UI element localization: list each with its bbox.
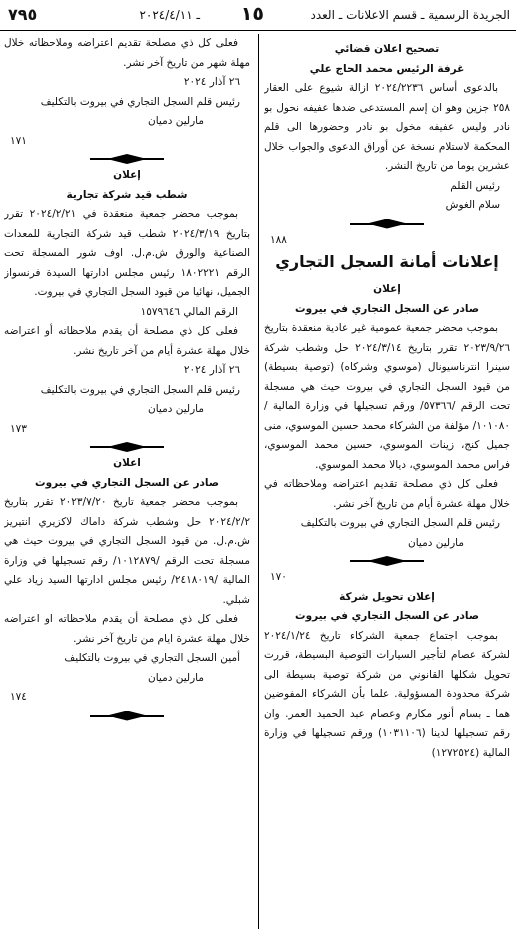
signature-role: رئيس قلم السجل التجاري في بيروت بالتكليف: [300, 517, 500, 529]
notice-label: إعلان: [373, 283, 401, 295]
notice-body: بموجب اجتماع جمعية الشركاء تاريخ ٢٠٢٤/١/٢٤ لشركة عصام لتأجير السيارات التوصية البسيطة، قررت تحويل شكلها القانوني من شركة توصية بسيطة الى شركة محدودة المسؤولية. علما بأن الشركاء المفوضين هما ـ بسام أنور مكارم وعصام عبد الحميد العمر. وان رقم تسجيلها لدينا (١٠٣١١٠٦) ورقم تسجيلها في وزارة المالية (١٢٧٢٥٢٤): [264, 629, 510, 759]
notice-body: بموجب محضر جمعية تاريخ ٢٠٢٣/٧/٢٠ تقرر بتاريخ ٢٠٢٤/٢/٢ حل وشطب شركة داماك لاكزيري انتيريز ش.م.ل. من قيود السجل التجاري في بيروت حيث هي مسجلة تحت الرقم /١٠١٢٨٧٩/ رقم تسجيلها في وزارة المالية /٢٤١٨٠١٩/ رئيس مجلس ادارتها السيد زياد علي شبلي.: [4, 496, 250, 606]
notice-label: اعلان: [113, 457, 141, 469]
separator-ornament: [4, 153, 250, 164]
signature-role: أمين السجل التجاري في بيروت بالتكليف: [64, 652, 240, 664]
separator-ornament: [264, 218, 510, 229]
notice-title: تصحيح اعلان قضائي: [334, 43, 440, 55]
notice-subtitle: غرفة الرئيس محمد الحاج علي: [309, 62, 465, 75]
objection-text: فعلى كل ذي مصلحة أن يقدم ملاحظاته او اعتراضه خلال مهلة عشرة ايام من تاريخ آخر نشر.: [4, 613, 250, 645]
separator-ornament: [4, 710, 250, 721]
signature-role: رئيس قلم السجل التجاري في بيروت بالتكليف: [40, 95, 240, 108]
signature-role: رئيس القلم: [450, 179, 500, 192]
notice-label: إعلان تحويل شركة: [339, 590, 435, 603]
notice-number: ١٨٨: [270, 233, 287, 246]
column-divider: [258, 34, 259, 929]
signature-name: مارلين دميان: [148, 671, 204, 684]
signature-name: سلام الغوش: [445, 199, 500, 211]
notice-title: صادر عن السجل التجاري في بيروت: [295, 610, 479, 622]
section-title: إعلانات أمانة السجل التجاري: [275, 252, 499, 271]
issue-date: ـ ٢٠٢٤/٤/١١: [139, 8, 200, 22]
page-number: ٧٩٥: [8, 5, 38, 24]
issue-number: ١٥: [240, 3, 264, 25]
notice-number: ١٧٤: [10, 691, 27, 703]
signature-name: مارلين دميان: [148, 115, 204, 127]
signature-role: رئيس قلم السجل التجاري في بيروت بالتكليف: [40, 383, 240, 396]
notice-body: بموجب محضر جمعية منعقدة في ٢٠٢٤/٢/٢١ تقرر بتاريخ ٢٠٢٤/٣/١٩ شطب قيد شركة التجارية للمعدات الصناعية والورق ش.م.ل. اوف شور المسجلة تحت الرقم ١٨٠٢٢٢١ رئيس مجلس ادارتها السيدة فرنسواز الجميل، نهائيا من قيود السجل التجاري في بيروت.: [4, 208, 250, 298]
signature-name: مارلين دميان: [148, 403, 204, 415]
notice-number: ١٧١: [10, 134, 27, 147]
notice-number: ١٧٠: [270, 571, 287, 583]
notice-title: صادر عن السجل التجاري في بيروت: [295, 302, 479, 315]
notice-date: ٢٦ آذار ٢٠٢٤: [183, 76, 240, 88]
financial-number: الرقم المالي ١٥٧٩٦٤٦: [140, 305, 238, 318]
separator-ornament: [264, 555, 510, 566]
notice-body: بالدعوى أساس ٢٠٢٤/٢٢٣٦ ازالة شيوع على العقار ٢٥٨ جزين وهو ان إسم المستدعى ضدها عفيفه نحول بو نادر وليس عفيفه مخول بو نادر وحضورها الى قلم المحكمة لاستلام نسخة عن أوراق الدعوى والجواب خلال عشرين يوما من تاريخ النشر.: [264, 82, 510, 172]
notice-label: إعلان: [113, 169, 141, 181]
journal-title: الجريدة الرسمية ـ قسم الاعلانات ـ العدد: [310, 8, 510, 22]
notice-title: صادر عن السجل التجاري في بيروت: [35, 476, 219, 489]
objection-text: فعلى كل ذي مصلحة تقديم اعتراضه وملاحظاته في خلال مهلة عشرة أيام من تاريخ آخر نشر.: [264, 478, 510, 510]
notice-title: شطب قيد شركة تجارية: [66, 188, 188, 201]
signature-name: مارلين دميان: [408, 536, 464, 549]
page-header: [0, 0, 516, 31]
objection-text: فعلى كل ذي مصلحة تقديم اعتراضه وملاحظاته خلال مهلة شهر من تاريخ آخر نشر.: [4, 37, 250, 69]
right-column: [264, 34, 510, 929]
notice-date: ٢٦ آذار ٢٠٢٤: [183, 364, 240, 376]
objection-text: فعلى كل ذي مصلحة أن يقدم ملاحظاته أو اعتراضه خلال مهلة عشرة أيام من آخر تاريخ نشر.: [4, 325, 250, 357]
separator-ornament: [4, 441, 250, 452]
notice-body: بموجب محضر جمعية عمومية غير عادية منعقدة بتاريخ ٢٠٢٣/٩/٢٦ تقرر بتاريخ ٢٠٢٤/٣/١٤ حل وشطب شركة سينرا انترناسيونال (موسوي وشركاه) (توصية بسيطة) من قيود السجل التجاري في بيروت حيث هي مسجلة تحت الرقم /٥٧٣٦٦/ ورقم تسجيلها في وزارة المالية /١٠١٠٨٠/ مؤلفة من الشركاء محمد حسين الموسوي، منى جميل كنج، زينات الموسوي، حسين محمد الموسوي، فراس محمد الموسوي، ديالا محمد الموسوي.: [264, 322, 510, 471]
left-column: [4, 34, 250, 929]
notice-number: ١٧٣: [10, 422, 27, 435]
